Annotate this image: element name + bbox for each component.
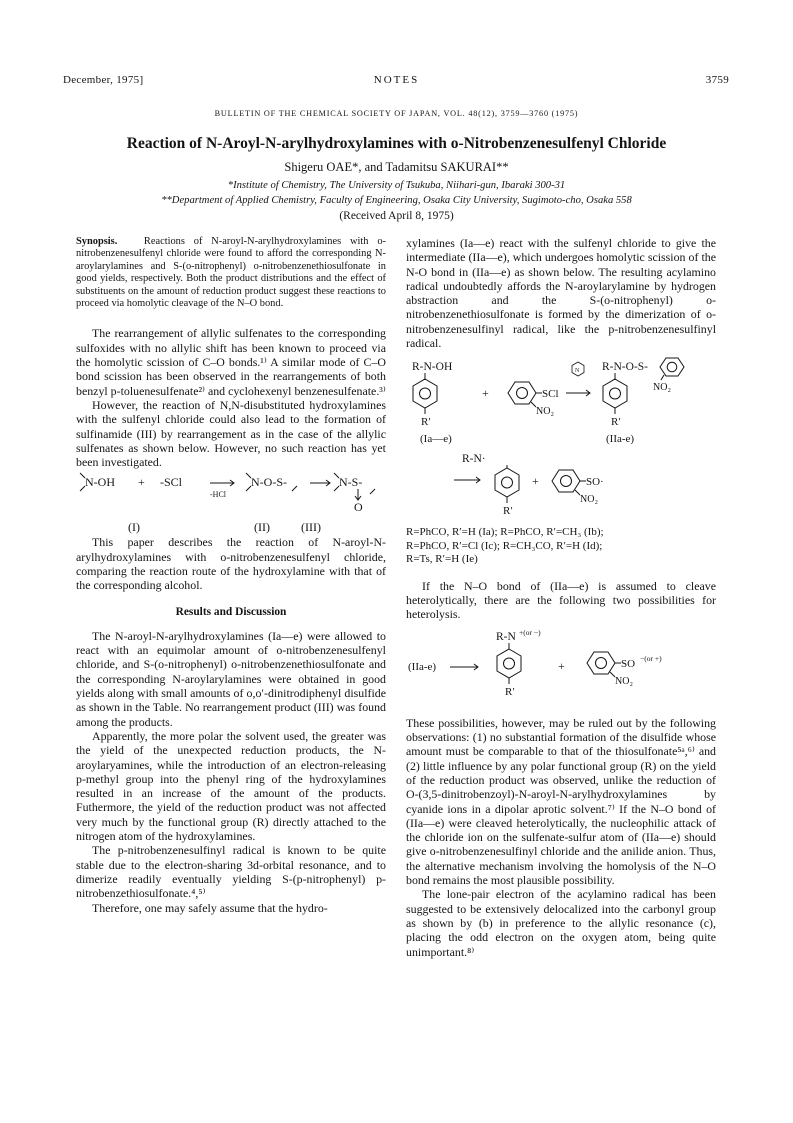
running-header-center: NOTES xyxy=(373,74,420,86)
intro-paragraph-2: However, the reaction of N,N-disubstituted hydroxylamines with the sulfenyl chloride could also lead to the formation of sulfinamide (III) by rearrangement as in the case of the allylic sulfenates as shown below. However, no such reaction has yet been investigated. xyxy=(76,397,386,470)
results-paragraph-1: The N-aroyl-N-arylhydroxylamines (Ia—e) were allowed to react with an equimolar amount of o-nitrobenzenesulfenyl chloride, and S-(o-nitrophenyl) o-nitrobenzenethiosulfonate and the corresponding N-aroylarylamines were obtained in good yields along with small amounts of o,o′-dinitrodiphenyl disulfide as shown in the Table. No rearrangement product (III) was found among the products. xyxy=(76,628,386,729)
author-list: Shigeru OAE*, and Tadamitsu SAKURAI** xyxy=(284,160,509,174)
scheme-r-prime-1: R′ xyxy=(421,416,431,429)
scheme-sulfinyl-radical: SO· xyxy=(586,476,604,489)
paper-title: Reaction of N-Aroyl-N-arylhydroxylamines with o-Nitrobenzenesulfenyl Chloride xyxy=(126,135,667,152)
scheme-no2-2: NO₂ xyxy=(653,382,671,394)
het-r-prime: R′ xyxy=(505,685,515,698)
substituent-line-3: R=Ts, R′=H (Ie) xyxy=(406,553,478,566)
scheme-r-prime-3: R′ xyxy=(503,505,513,518)
scheme-no2-1: NO₂ xyxy=(536,406,554,418)
het-sulfinyl: SO xyxy=(621,657,636,670)
page-number: 3759 xyxy=(705,74,729,86)
results-paragraph-3: The p-nitrobenzenesulfinyl radical is known to be quite stable due to the electron-sharing 3d-orbital resonance, and to dimerize readily eventually yielding S-(p-nitrophenyl) p-nitrobenzethiosulfonate.⁴,⁵⁾ xyxy=(76,843,386,901)
scheme-label-ia-e: (Ia—e) xyxy=(420,433,452,446)
eq-hydroxylamine: N-OH xyxy=(85,475,115,490)
substituent-line-1: R=PhCO, R′=H (Ia); R=PhCO, R′=CH₃ (Ib); xyxy=(406,526,604,539)
eq-condition: -HCl xyxy=(210,490,226,500)
synopsis xyxy=(76,236,386,310)
right-paragraph-3: These possibilities, however, may be ruled out by the following observations: (1) no substantial formation of the disulfide whose amount must be comparable to that of the thiosulfonate⁵ᵃ,⁶⁾ and (2) little influence by any polar functional group (R) on the yield of the reduction product was observed, unlike the reduction of O-(3,5-dinitrobenzoyl)-N-aroyl-N-arylhydroxylamines by cyanide ions in a dipolar aprotic solvent.⁷⁾ If the N–O bond of (IIa—e) were cleaved heterolytically, the nucleophilic attack of the chloride ion on the sulfenate-sulfur atom of (IIa—e) should give o-nitrobenzenesulfinyl chloride and the anilide anion. Thus, the alternative mechanism involving the homolysis of the N–O bond remains the most plausible possibility. xyxy=(406,715,716,888)
het-anilide: R-N xyxy=(496,630,516,643)
scheme-intermediate: R-N-O-S- xyxy=(602,361,648,374)
right-column xyxy=(406,236,716,959)
svg-text:N: N xyxy=(575,368,580,375)
eq-oxygen: O xyxy=(354,500,363,515)
scheme-plus-1: + xyxy=(482,386,489,401)
het-charge-2: −(or +) xyxy=(640,653,662,663)
substituent-line-2: R=PhCO, R′=Cl (Ic); R=CH₃CO, R′=H (Id); xyxy=(406,539,603,552)
eq-label-ii: (II) xyxy=(254,520,270,535)
results-paragraph-4: Therefore, one may safely assume that the hydro- xyxy=(92,900,328,915)
het-no2: NO₂ xyxy=(615,675,633,687)
right-paragraph-2: If the N–O bond of (IIa—e) is assumed to cleave heterolytically, there are the following two possibilities for heterolysis. xyxy=(406,578,716,622)
received-date: (Received April 8, 1975) xyxy=(339,210,454,222)
section-heading: Results and Discussion xyxy=(175,605,287,618)
eq-label-iii: (III) xyxy=(301,520,321,535)
scheme-no2-3: NO₂ xyxy=(580,494,598,506)
synopsis-text: Reactions of N-aroyl-N-arylhydroxylamines with o-nitrobenzenesulfenyl chloride were found to afford the corresponding N-aroylarylamines and S-(o-nitrophenyl) o-nitrobenzenethiosulfonate in good yields, respectively. Both the product distributions and the effect of substituents on the amount of reduction product suggest these reactions to proceed via homolytic cleavage of the N–O bond. xyxy=(76,236,386,310)
eq-sulfenate: N-O-S- xyxy=(251,475,287,490)
substituent-list xyxy=(406,526,716,567)
right-paragraph-4: The lone-pair electron of the acylamino radical has been suggested to be extensively delocalized into the carbonyl group as shown by (b) in preference to the allylic resonance (c), placing the odd electron on the oxygen atom, being quite unimportant.⁸⁾ xyxy=(406,887,716,959)
het-plus: + xyxy=(558,658,565,673)
scheme-scl: SCl xyxy=(542,388,559,401)
left-column xyxy=(76,236,386,915)
synopsis-label: Synopsis. xyxy=(76,236,118,247)
eq-plus: + xyxy=(138,475,145,490)
eq-label-i: (I) xyxy=(128,520,140,535)
scheme-r-prime-2: R′ xyxy=(611,416,621,429)
intro-paragraph-1: The rearrangement of allylic sulfenates to the corresponding sulfoxides with no allylic shift has been known to proceed via the homolytic scission of C–O bonds.¹⁾ A similar mode of C–O bond scission has been observed in the rearrangements of both benzyl p-toluenesulfenate²⁾ and cyclohexenyl benzenesulfenate.³⁾ xyxy=(76,326,386,398)
intro-paragraph-3: This paper describes the reaction of N-aroyl-N-arylhydroxylamines with o-nitrobenzenesulfenyl chloride, comparing the reaction route of the hydroxylamine with that of the corresponding alcohol. xyxy=(76,535,386,593)
results-paragraph-2: Apparently, the more polar the solvent used, the greater was the yield of the unexpected reduction products, the N-aroylaryamines, while the introduction of an electron-releasing p-methyl group into the phenyl ring of the hydroxylamines resulted in an increase of the amount of the products. Futhermore, the yield of the reduction product was not affected very much by the functional group (R) directly attached to the nitrogen atom of the hydroxylamines. xyxy=(76,728,386,844)
het-charge-1: +(or −) xyxy=(519,627,541,637)
het-start: (IIa-e) xyxy=(408,660,437,673)
homolysis-scheme xyxy=(406,356,716,520)
eq-sulfinamide: N-S- xyxy=(339,475,363,490)
rearrangement-equation xyxy=(76,469,386,535)
affiliation-2: **Department of Applied Chemistry, Faculty of Engineering, Osaka City University, Sugimoto-cho, Osaka 558 xyxy=(161,195,632,206)
journal-citation: BULLETIN OF THE CHEMICAL SOCIETY OF JAPAN, VOL. 48(12), 3759—3760 (1975) xyxy=(214,109,579,118)
scheme-hydroxylamine: R-N-OH xyxy=(412,361,453,374)
heterolysis-scheme xyxy=(406,626,716,716)
running-header-left: December, 1975] xyxy=(63,74,144,86)
eq-sulfenyl-chloride: -SCl xyxy=(160,475,183,490)
right-paragraph-1: xylamines (Ia—e) react with the sulfenyl chloride to give the intermediate (IIa—e), which undergoes homolytic scission of the N-O bond in (IIa—e) as shown below. The resulting acylamino radical undoubtedly affords the N-aroylarylamine by hydrogen abstraction and the S-(o-nitrophenyl) o-nitrobenzenethiosulfonate is formed by the dimerization of o-nitrobenzenesulfinyl radical, like the p-nitrobenzenesulfinyl radical. xyxy=(406,236,716,351)
affiliation-1: *Institute of Chemistry, The University of Tsukuba, Niihari-gun, Ibaraki 300-31 xyxy=(227,180,566,191)
scheme-plus-2: + xyxy=(532,474,539,489)
scheme-label-iia-e: (IIa-e) xyxy=(606,433,635,446)
scheme-acylamino-radical: R-N· xyxy=(462,453,486,466)
